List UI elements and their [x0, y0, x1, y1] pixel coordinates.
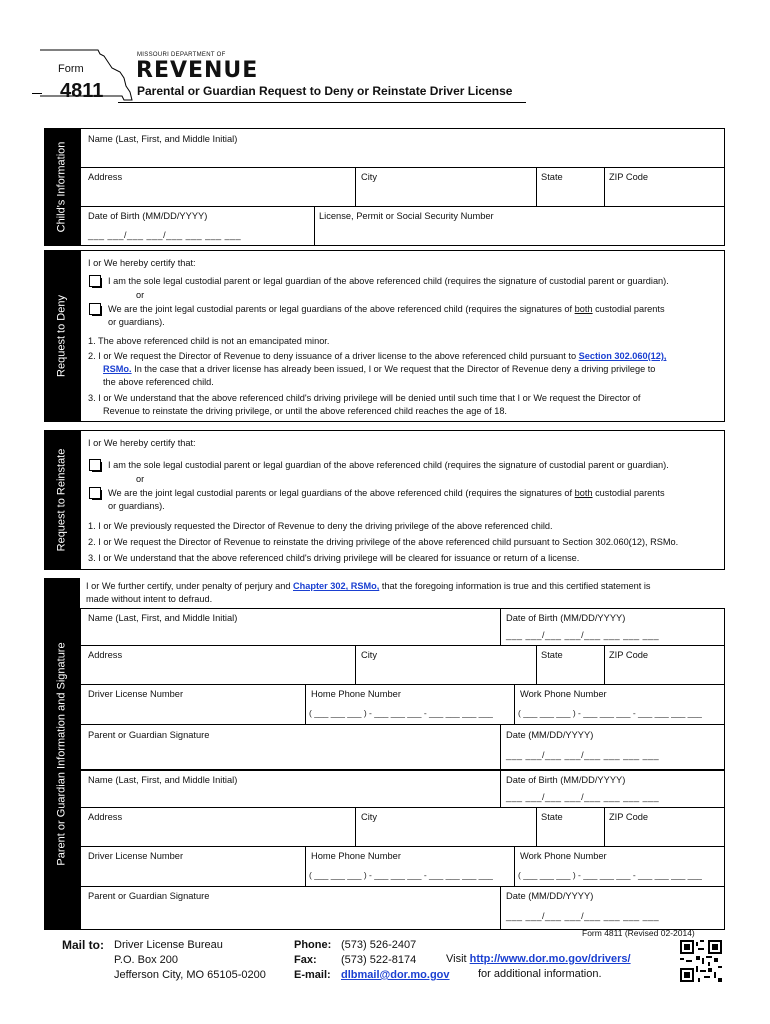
child-license-label: License, Permit or Social Security Number — [319, 211, 494, 221]
qr-code-icon — [680, 940, 722, 982]
parent2-dob-label: Date of Birth (MM/DD/YYYY) — [506, 775, 626, 785]
parent1-state-label: State — [541, 650, 563, 660]
visit-line: Visit http://www.dor.mo.gov/drivers/ — [446, 953, 631, 965]
parent2-home-phone-field[interactable]: ( ___ ___ ___ ) - ___ ___ ___ - ___ ___ ___ ___ — [309, 870, 493, 880]
parent1-name-label: Name (Last, First, and Middle Initial) — [88, 613, 238, 623]
parent2-state-label: State — [541, 812, 563, 822]
child-name-label: Name (Last, First, and Middle Initial) — [88, 134, 238, 144]
form-word: Form — [58, 63, 84, 75]
reinstate-item-2: 2. I or We request the Director of Revenue to reinstate the driving privilege of the above referenced child pursuant to Section 302.060(12), RSMo. — [88, 537, 679, 547]
agency-logo: REVENUE — [136, 58, 259, 83]
mail-address — [114, 938, 266, 983]
parent2-dob-field[interactable]: ___ ___/___ ___/___ ___ ___ ___ — [506, 792, 660, 802]
section-parent-bar: Parent or Guardian Information and Signature — [44, 578, 80, 930]
deny-item-2-cont: RSMo. In the case that a driver license has already been issued, I or We request that the Director of Revenue deny a driving privilege to — [103, 364, 656, 374]
parent2-zip-label: ZIP Code — [609, 812, 649, 822]
deny-item-3: 3. I or We understand that the above referenced child's driving privilege will be denied until such time that I or We request the Director of — [88, 393, 641, 403]
parent1-work-phone-field[interactable]: ( ___ ___ ___ ) - ___ ___ ___ - ___ ___ ___ ___ — [518, 708, 702, 718]
child-dob-field[interactable]: ___ ___/___ ___/___ ___ ___ ___ — [88, 230, 242, 240]
deny-item-3-cont: Revenue to reinstate the driving privilege, or until the above referenced child reaches the age of 18. — [103, 406, 507, 416]
parent1-address-label: Address — [88, 650, 123, 660]
parent1-home-phone-field[interactable]: ( ___ ___ ___ ) - ___ ___ ___ - ___ ___ ___ ___ — [309, 708, 493, 718]
reinstate-sole-checkbox[interactable] — [89, 459, 101, 471]
parent-certify: I or We further certify, under penalty of perjury and Chapter 302, RSMo, that the foregoing information is true and this certified statement is — [86, 581, 651, 591]
reinstate-or: or — [136, 474, 145, 484]
parent2-home-phone-label: Home Phone Number — [311, 851, 401, 861]
parent2-city-label: City — [361, 812, 378, 822]
parent2-date-field[interactable]: ___ ___/___ ___/___ ___ ___ ___ — [506, 911, 660, 921]
reinstate-opt1: I am the sole legal custodial parent or legal guardian of the above referenced child (requires the signature of custodial parent or guardian). — [108, 460, 669, 470]
parent1-dob-field[interactable]: ___ ___/___ ___/___ ___ ___ ___ — [506, 630, 660, 640]
parent1-home-phone-label: Home Phone Number — [311, 689, 401, 699]
dor-website-link[interactable]: http://www.dor.mo.gov/drivers/ — [469, 953, 631, 965]
parent1-city-label: City — [361, 650, 378, 660]
chapter-302-link[interactable]: Chapter 302, RSMo, — [293, 581, 380, 591]
parent-certify-cont: made without intent to defraud. — [86, 594, 213, 604]
reinstate-item-3: 3. I or We understand that the above referenced child's driving privilege will be cleared for issuance or return of a license. — [88, 553, 580, 563]
deny-opt1: I am the sole legal custodial parent or legal guardian of the above referenced child (requires the signature of custodial parent or guardian). — [108, 276, 669, 286]
section-deny-bar: Request to Deny — [44, 250, 80, 422]
deny-or: or — [136, 290, 145, 300]
fax-label: Fax: — [294, 954, 317, 966]
reinstate-box — [80, 430, 725, 570]
deny-opt2-cont: or guardians). — [108, 317, 165, 327]
agency-small: MISSOURI DEPARTMENT OF — [137, 52, 226, 58]
form-title: Parental or Guardian Request to Deny or Reinstate Driver License — [137, 84, 513, 98]
parent2-signature-label: Parent or Guardian Signature — [88, 891, 210, 901]
parent2-address-label: Address — [88, 812, 123, 822]
reinstate-certify: I or We hereby certify that: — [88, 438, 196, 448]
reinstate-opt2-cont: or guardians). — [108, 501, 165, 511]
phone-label: Phone: — [294, 939, 332, 951]
reinstate-joint-checkbox[interactable] — [89, 487, 101, 499]
child-dob-label: Date of Birth (MM/DD/YYYY) — [88, 211, 208, 221]
deny-sole-checkbox[interactable] — [89, 275, 101, 287]
deny-certify: I or We hereby certify that: — [88, 258, 196, 268]
parent2-dl-label: Driver License Number — [88, 851, 184, 861]
title-underline — [118, 102, 526, 103]
contact-labels — [294, 938, 331, 983]
deny-joint-checkbox[interactable] — [89, 303, 101, 315]
email-label: E-mail: — [294, 969, 331, 981]
email-link[interactable]: dlbmail@dor.mo.gov — [341, 969, 450, 981]
deny-item-1: 1. The above referenced child is not an emancipated minor. — [88, 336, 330, 346]
phone-value: (573) 526-2407 — [341, 939, 417, 951]
parent1-dl-label: Driver License Number — [88, 689, 184, 699]
fax-value: (573) 522-8174 — [341, 954, 417, 966]
deny-item-2-end: the above referenced child. — [103, 377, 214, 387]
reinstate-opt2: We are the joint legal custodial parents or legal guardians of the above referenced child (requires the signatures of both custodial parents — [108, 488, 665, 498]
additional-info: for additional information. — [478, 968, 602, 980]
parent2-date-label: Date (MM/DD/YYYY) — [506, 891, 594, 901]
deny-item-2: 2. I or We request the Director of Revenue to deny issuance of a driver license to the above referenced child pursuant to Section 302.060(12), — [88, 351, 667, 361]
parent1-date-field[interactable]: ___ ___/___ ___/___ ___ ___ ___ — [506, 750, 660, 760]
reinstate-item-1: 1. I or We previously requested the Director of Revenue to deny the driving privilege of the above referenced child. — [88, 521, 553, 531]
section-302-link[interactable]: Section 302.060(12), — [578, 351, 667, 361]
parent1-zip-label: ZIP Code — [609, 650, 649, 660]
deny-opt2: We are the joint legal custodial parents or legal guardians of the above referenced child (requires the signatures of both custodial parents — [108, 304, 665, 314]
mail-to-label: Mail to: — [62, 938, 104, 952]
parent2-work-phone-label: Work Phone Number — [520, 851, 607, 861]
parent2-work-phone-field[interactable]: ( ___ ___ ___ ) - ___ ___ ___ - ___ ___ ___ ___ — [518, 870, 702, 880]
section-child-bar: Child's Information — [44, 128, 80, 246]
header-dash — [32, 93, 42, 94]
parent1-work-phone-label: Work Phone Number — [520, 689, 607, 699]
child-address-label: Address — [88, 172, 123, 182]
parent1-signature-label: Parent or Guardian Signature — [88, 730, 210, 740]
mail-address-line1: Driver License Bureau — [114, 939, 223, 951]
child-info-box — [80, 128, 725, 246]
parent2-name-label: Name (Last, First, and Middle Initial) — [88, 775, 238, 785]
parent1-date-label: Date (MM/DD/YYYY) — [506, 730, 594, 740]
parent1-dob-label: Date of Birth (MM/DD/YYYY) — [506, 613, 626, 623]
mail-address-line2: P.O. Box 200 — [114, 954, 179, 966]
child-state-label: State — [541, 172, 563, 182]
form-number: 4811 — [60, 80, 104, 102]
child-city-label: City — [361, 172, 378, 182]
contact-values — [341, 938, 450, 983]
child-zip-label: ZIP Code — [609, 172, 649, 182]
mail-address-line3: Jefferson City, MO 65105-0200 — [114, 969, 266, 981]
form-revised: Form 4811 (Revised 02-2014) — [582, 928, 695, 938]
section-reinstate-bar: Request to Reinstate — [44, 430, 80, 570]
